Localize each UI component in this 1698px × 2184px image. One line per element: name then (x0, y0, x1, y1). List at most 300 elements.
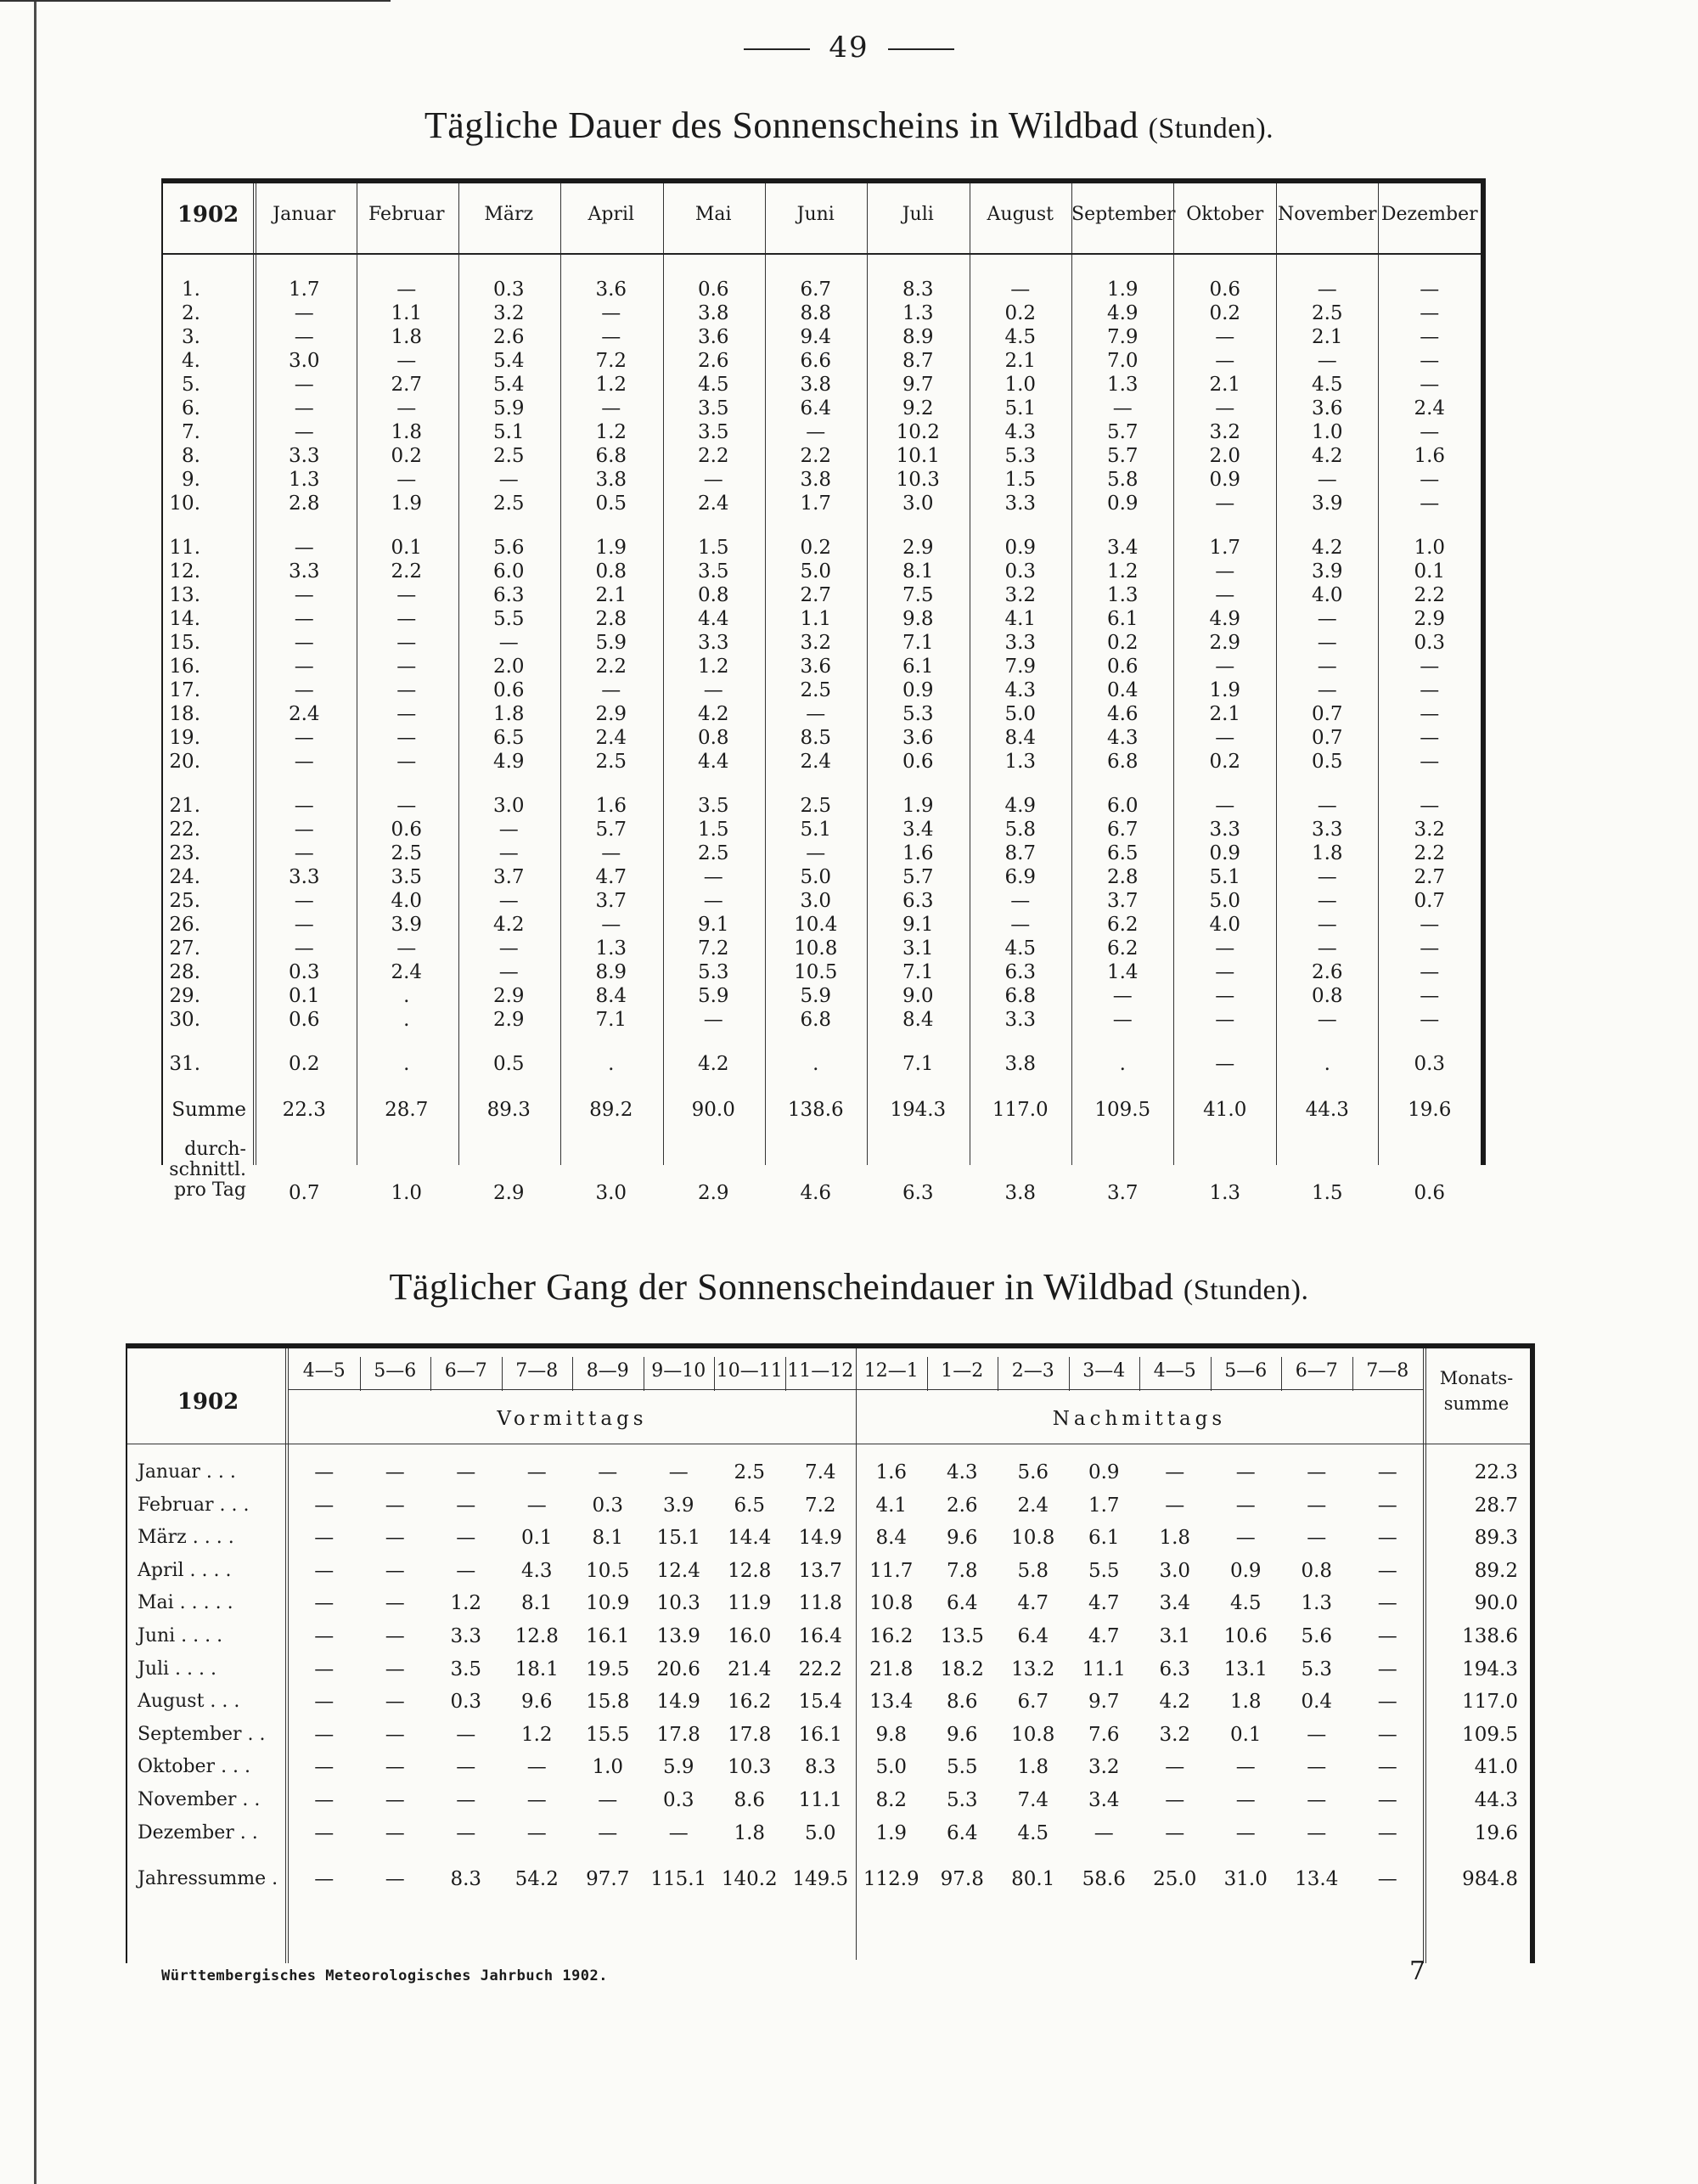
day-value: 3.6 (800, 656, 832, 678)
day-value: 5.1 (1004, 397, 1037, 419)
day-value: — (1317, 608, 1337, 630)
month-label: Februar . . . (138, 1494, 250, 1516)
day-value: 1.3 (902, 302, 934, 324)
day-label: 30. (169, 1009, 200, 1031)
day-label: 28. (169, 961, 200, 983)
day-value: — (1420, 961, 1440, 983)
day-value: — (294, 937, 314, 960)
summe-value: 109.5 (1094, 1099, 1151, 1121)
table1-header (163, 183, 1481, 255)
hour-value: 8.6 (946, 1691, 978, 1714)
monatssumme-value: 89.3 (1474, 1527, 1518, 1550)
day-value: 2.9 (902, 537, 934, 559)
day-value: — (1420, 374, 1440, 396)
day-value: 0.6 (1209, 279, 1241, 301)
hour-value: — (1307, 1789, 1327, 1811)
hour-value: — (1377, 1691, 1397, 1714)
hour-value: — (598, 1789, 618, 1811)
hour-value: 3.2 (1088, 1756, 1120, 1779)
day-value: — (396, 469, 417, 491)
day-value: — (1420, 656, 1440, 678)
day-value: 0.4 (1106, 679, 1139, 701)
hour-value: 1.8 (1017, 1756, 1049, 1779)
day-value: — (1317, 656, 1337, 678)
day-value: — (294, 632, 314, 654)
hour-value: 18.1 (514, 1658, 559, 1680)
month-label: August . . . (138, 1691, 240, 1713)
day-value: 7.0 (1106, 350, 1139, 372)
day-value: 4.2 (1311, 537, 1343, 559)
day-value: . (812, 1053, 819, 1075)
hour-value: 9.6 (946, 1723, 978, 1746)
hour-value: — (314, 1789, 335, 1811)
summe-value: 90.0 (691, 1099, 735, 1121)
day-value: — (1215, 1053, 1235, 1075)
day-value: . (608, 1053, 615, 1075)
hour-value: 5.5 (1088, 1559, 1120, 1582)
hour-value: — (385, 1821, 405, 1844)
day-value: 1.7 (800, 493, 832, 515)
day-label: 11. (169, 537, 200, 559)
day-label: 4. (182, 350, 200, 372)
day-value: — (1215, 560, 1235, 583)
day-value: 6.3 (492, 584, 525, 606)
table2-hour-divider (1139, 1357, 1140, 1391)
day-value: 7.1 (902, 961, 934, 983)
hour-value: 8.4 (875, 1527, 908, 1550)
day-value: — (1420, 469, 1440, 491)
day-value: 5.6 (492, 537, 525, 559)
hour-value: 11.1 (798, 1789, 842, 1811)
day-value: 7.1 (902, 1053, 934, 1075)
day-row (163, 961, 1481, 985)
hour-value: 10.6 (1223, 1625, 1268, 1647)
table2-sum-header (1423, 1365, 1530, 1416)
month-header: Mai (694, 204, 732, 225)
day-label: 5. (182, 374, 200, 396)
day-value: 2.5 (800, 795, 832, 817)
average-value: 1.5 (1311, 1182, 1343, 1204)
day-value: 6.0 (492, 560, 525, 583)
day-value: 0.1 (1414, 560, 1446, 583)
month-header: August (987, 204, 1054, 225)
hour-value: — (1377, 1625, 1397, 1647)
day-value: 1.6 (595, 795, 627, 817)
table1-title-unit: (Stunden). (1148, 113, 1274, 144)
hour-value: 9.7 (1088, 1691, 1120, 1714)
table2-hour-divider (502, 1357, 503, 1391)
day-value: 1.0 (1311, 421, 1343, 443)
month-row (127, 1822, 1530, 1848)
day-value: 1.1 (800, 608, 832, 630)
hour-value: 3.2 (1159, 1723, 1191, 1746)
hour-value: 5.3 (946, 1789, 978, 1811)
hour-value: — (456, 1756, 476, 1779)
hour-value: 5.6 (1017, 1461, 1049, 1483)
day-label: 27. (169, 937, 200, 960)
hour-value: 58.6 (1082, 1868, 1126, 1891)
day-value: 8.4 (902, 1009, 934, 1031)
day-label: 2. (182, 302, 200, 324)
hour-value: 13.4 (869, 1691, 914, 1714)
day-value: — (601, 914, 621, 936)
hour-value: 16.2 (728, 1691, 772, 1714)
day-label: 14. (169, 608, 200, 630)
day-value: 0.6 (697, 279, 729, 301)
day-row (163, 795, 1481, 819)
day-value: — (1317, 350, 1337, 372)
hour-value: — (385, 1625, 405, 1647)
hour-value: — (1377, 1723, 1397, 1746)
day-value: 4.0 (1311, 584, 1343, 606)
table2-hour-divider (1069, 1357, 1070, 1391)
day-value: 1.5 (697, 819, 729, 841)
day-value: 3.8 (800, 469, 832, 491)
day-row (163, 727, 1481, 751)
day-value: 3.8 (595, 469, 627, 491)
day-value: 3.7 (492, 866, 525, 888)
day-row (163, 350, 1481, 374)
hour-value: 15.5 (586, 1723, 630, 1746)
day-value: 2.4 (1414, 397, 1446, 419)
day-value: 0.7 (1414, 890, 1446, 912)
hour-value: 13.2 (1011, 1658, 1055, 1680)
day-value: 10.5 (794, 961, 838, 983)
day-value: — (1420, 985, 1440, 1007)
day-row (163, 656, 1481, 679)
day-value: 4.5 (1004, 937, 1037, 960)
day-value: 0.1 (288, 985, 320, 1007)
day-value: — (1420, 493, 1440, 515)
day-value: — (294, 537, 314, 559)
hour-value: 3.3 (450, 1625, 482, 1647)
hour-value: 8.2 (875, 1789, 908, 1811)
hour-value: 15.1 (656, 1527, 700, 1550)
hour-value: 10.5 (586, 1559, 630, 1582)
day-value: 0.2 (1209, 302, 1241, 324)
day-value: 0.9 (1209, 469, 1241, 491)
day-value: 9.0 (902, 985, 934, 1007)
hour-value: 10.3 (728, 1756, 772, 1779)
day-value: 3.0 (492, 795, 525, 817)
day-value: 3.8 (697, 302, 729, 324)
day-value: — (1112, 985, 1133, 1007)
day-value: — (1420, 751, 1440, 773)
hour-value: — (1235, 1821, 1256, 1844)
hour-value: — (1377, 1559, 1397, 1582)
day-value: — (1215, 985, 1235, 1007)
day-value: 8.7 (902, 350, 934, 372)
hour-value: — (314, 1625, 335, 1647)
day-value: 2.9 (595, 703, 627, 725)
day-value: 0.6 (902, 751, 934, 773)
day-value: 1.0 (1414, 537, 1446, 559)
hour-value: 54.2 (514, 1868, 559, 1891)
day-value: 2.2 (595, 656, 627, 678)
day-row (163, 842, 1481, 866)
day-label: 18. (169, 703, 200, 725)
hour-value: 17.8 (656, 1723, 700, 1746)
hour-value: 16.0 (728, 1625, 772, 1647)
day-value: — (1010, 914, 1031, 936)
hour-header: 3—4 (1082, 1360, 1126, 1382)
day-row (163, 326, 1481, 350)
table2-hour-divider (1352, 1357, 1353, 1391)
hour-value: 0.3 (662, 1789, 694, 1811)
hour-value: 0.3 (592, 1494, 624, 1517)
hour-value: 7.2 (804, 1494, 836, 1517)
page-top-stroke (0, 0, 391, 2)
day-value: 2.9 (1414, 608, 1446, 630)
day-value: 1.9 (595, 537, 627, 559)
page-binding-line (34, 0, 37, 2184)
hour-value: 0.8 (1301, 1559, 1333, 1582)
hour-value: — (1377, 1821, 1397, 1844)
day-value: — (396, 937, 417, 960)
day-value: 1.2 (697, 656, 729, 678)
day-value: 4.4 (697, 751, 729, 773)
day-value: — (806, 703, 826, 725)
day-value: 5.7 (1106, 445, 1139, 467)
table2-title (0, 1265, 1698, 1309)
hour-value: — (1165, 1789, 1185, 1811)
hour-value: — (1235, 1494, 1256, 1517)
hour-value: — (314, 1559, 335, 1582)
day-value: — (1010, 279, 1031, 301)
hour-value: 0.3 (450, 1691, 482, 1714)
hour-value: 20.6 (656, 1658, 700, 1680)
hour-value: — (1377, 1527, 1397, 1550)
day-value: 8.7 (1004, 842, 1037, 864)
day-value: 3.3 (1004, 1009, 1037, 1031)
day-value: — (1420, 421, 1440, 443)
day-value: 1.5 (697, 537, 729, 559)
day-value: 1.3 (595, 937, 627, 960)
day-value: — (703, 469, 723, 491)
day-value: 5.9 (595, 632, 627, 654)
day-value: 2.4 (697, 493, 729, 515)
day-value: — (396, 703, 417, 725)
hour-value: — (1307, 1494, 1327, 1517)
hour-value: 5.0 (804, 1821, 836, 1844)
day-value: 1.7 (1209, 537, 1241, 559)
hour-value: — (1377, 1658, 1397, 1680)
day-value: 5.3 (697, 961, 729, 983)
day-value: 3.7 (1106, 890, 1139, 912)
day-value: 1.3 (1106, 374, 1139, 396)
day-value: 1.8 (391, 326, 423, 348)
day-value: 3.9 (1311, 493, 1343, 515)
day-row (163, 469, 1481, 493)
hour-value: 4.7 (1088, 1625, 1120, 1647)
day-value: — (703, 1009, 723, 1031)
day-value: 0.3 (288, 961, 320, 983)
day-value: 2.5 (492, 445, 525, 467)
month-row (127, 1527, 1530, 1552)
hour-value: 4.3 (520, 1559, 553, 1582)
hour-value: — (314, 1868, 335, 1891)
day-value: — (1215, 727, 1235, 749)
day-value: — (396, 584, 417, 606)
day-value: 5.0 (1209, 890, 1241, 912)
month-row (127, 1789, 1530, 1815)
day-value: 3.6 (1311, 397, 1343, 419)
sunshine-hourly-table (126, 1343, 1535, 1963)
day-value: 4.7 (595, 866, 627, 888)
hour-value: 7.4 (1017, 1789, 1049, 1811)
day-value: 0.9 (1209, 842, 1241, 864)
month-label: April . . . . (138, 1559, 232, 1581)
summe-value: 44.3 (1305, 1099, 1349, 1121)
hour-value: 1.2 (450, 1592, 482, 1615)
day-value: 2.2 (391, 560, 423, 583)
hour-value: — (385, 1691, 405, 1714)
hour-value: — (314, 1527, 335, 1550)
day-value: 3.5 (391, 866, 423, 888)
day-value: — (1215, 326, 1235, 348)
hour-value: — (1094, 1821, 1114, 1844)
hour-value: 149.5 (792, 1868, 849, 1891)
hour-value: 6.4 (946, 1592, 978, 1615)
day-value: 6.8 (1106, 751, 1139, 773)
hour-value: 4.5 (1229, 1592, 1262, 1615)
table2-sum-header-line1: Monats- (1439, 1368, 1514, 1388)
day-value: — (1317, 937, 1337, 960)
day-value: 1.5 (1004, 469, 1037, 491)
table2-hour-divider (430, 1357, 431, 1391)
day-value: — (1215, 961, 1235, 983)
hour-value: 9.6 (946, 1527, 978, 1550)
jahressumme-label: Jahressumme . (138, 1868, 278, 1890)
day-value: — (1420, 914, 1440, 936)
day-value: 6.4 (800, 397, 832, 419)
day-value: — (294, 819, 314, 841)
month-header: Januar (273, 204, 336, 225)
day-value: 3.8 (800, 374, 832, 396)
monatssumme-value: 22.3 (1474, 1461, 1518, 1483)
day-value: . (1324, 1053, 1330, 1075)
day-value: — (294, 608, 314, 630)
table2-hour-divider (927, 1357, 928, 1391)
hour-value: 10.9 (586, 1592, 630, 1615)
hour-value: 10.8 (1011, 1527, 1055, 1550)
hour-value: 13.1 (1223, 1658, 1268, 1680)
hour-value: 5.5 (946, 1756, 978, 1779)
day-value: 8.8 (800, 302, 832, 324)
average-value: 1.0 (391, 1182, 423, 1204)
hour-value: — (1307, 1756, 1327, 1779)
hour-value: — (385, 1527, 405, 1550)
hour-value: 13.7 (798, 1559, 842, 1582)
hour-value: — (385, 1789, 405, 1811)
day-row (163, 751, 1481, 774)
day-value: 6.1 (902, 656, 934, 678)
day-value: 9.4 (800, 326, 832, 348)
month-row (127, 1592, 1530, 1618)
hour-value: — (1377, 1868, 1397, 1891)
day-value: — (1215, 937, 1235, 960)
summe-value: 89.2 (589, 1099, 633, 1121)
day-value: 4.0 (1209, 914, 1241, 936)
hour-value: 4.5 (1017, 1821, 1049, 1844)
hour-value: 13.5 (940, 1625, 984, 1647)
day-value: — (1317, 1009, 1337, 1031)
day-value: 1.8 (391, 421, 423, 443)
summe-value: 138.6 (787, 1099, 844, 1121)
hour-value: 9.6 (520, 1691, 553, 1714)
table1-title (0, 104, 1698, 147)
hour-value: — (1235, 1756, 1256, 1779)
day-value: 1.3 (1106, 584, 1139, 606)
day-value: 6.5 (492, 727, 525, 749)
day-value: 2.5 (1311, 302, 1343, 324)
day-value: — (1317, 679, 1337, 701)
average-value: 4.6 (800, 1182, 832, 1204)
hour-value: 7.4 (804, 1461, 836, 1483)
hour-value: 19.5 (586, 1658, 630, 1680)
month-label: September . . (138, 1723, 266, 1745)
monatssumme-value: 117.0 (1462, 1691, 1518, 1714)
average-value: 0.7 (288, 1182, 320, 1204)
day-value: 5.9 (697, 985, 729, 1007)
day-value: 2.6 (1311, 961, 1343, 983)
day-value: — (1420, 679, 1440, 701)
hour-value: 3.5 (450, 1658, 482, 1680)
hour-value: 6.4 (946, 1821, 978, 1844)
summe-value: 22.3 (282, 1099, 326, 1121)
day-value: — (294, 795, 314, 817)
day-value: 1.0 (1004, 374, 1037, 396)
day-value: . (403, 1053, 410, 1075)
day-value: 2.2 (697, 445, 729, 467)
day-value: 0.5 (595, 493, 627, 515)
day-value: 4.5 (1311, 374, 1343, 396)
day-value: 10.4 (794, 914, 838, 936)
hour-value: — (456, 1789, 476, 1811)
day-row (163, 560, 1481, 584)
day-value: — (1215, 795, 1235, 817)
day-value: — (498, 469, 519, 491)
summe-value: 89.3 (486, 1099, 531, 1121)
average-label-line: pro Tag (173, 1179, 246, 1201)
hour-value: 3.9 (662, 1494, 694, 1517)
hour-header: 6—7 (444, 1360, 487, 1382)
month-row (127, 1461, 1530, 1487)
hour-value: 7.8 (946, 1559, 978, 1582)
day-value: — (498, 632, 519, 654)
hour-value: 4.1 (875, 1494, 908, 1517)
hour-value: 4.3 (946, 1461, 978, 1483)
day-value: — (1420, 350, 1440, 372)
day-value: — (806, 842, 826, 864)
day-row (163, 537, 1481, 560)
hour-value: 14.9 (656, 1691, 700, 1714)
day-value: 8.1 (902, 560, 934, 583)
day-value: 3.0 (902, 493, 934, 515)
hour-value: 10.8 (869, 1592, 914, 1615)
hour-value: — (314, 1691, 335, 1714)
hour-value: — (456, 1461, 476, 1483)
day-value: — (1317, 279, 1337, 301)
day-value: — (498, 819, 519, 841)
day-value: — (498, 937, 519, 960)
average-value: 6.3 (902, 1182, 934, 1204)
day-value: — (396, 656, 417, 678)
day-value: 2.4 (288, 703, 320, 725)
summe-value: 28.7 (385, 1099, 429, 1121)
day-value: — (1215, 584, 1235, 606)
day-value: — (601, 302, 621, 324)
